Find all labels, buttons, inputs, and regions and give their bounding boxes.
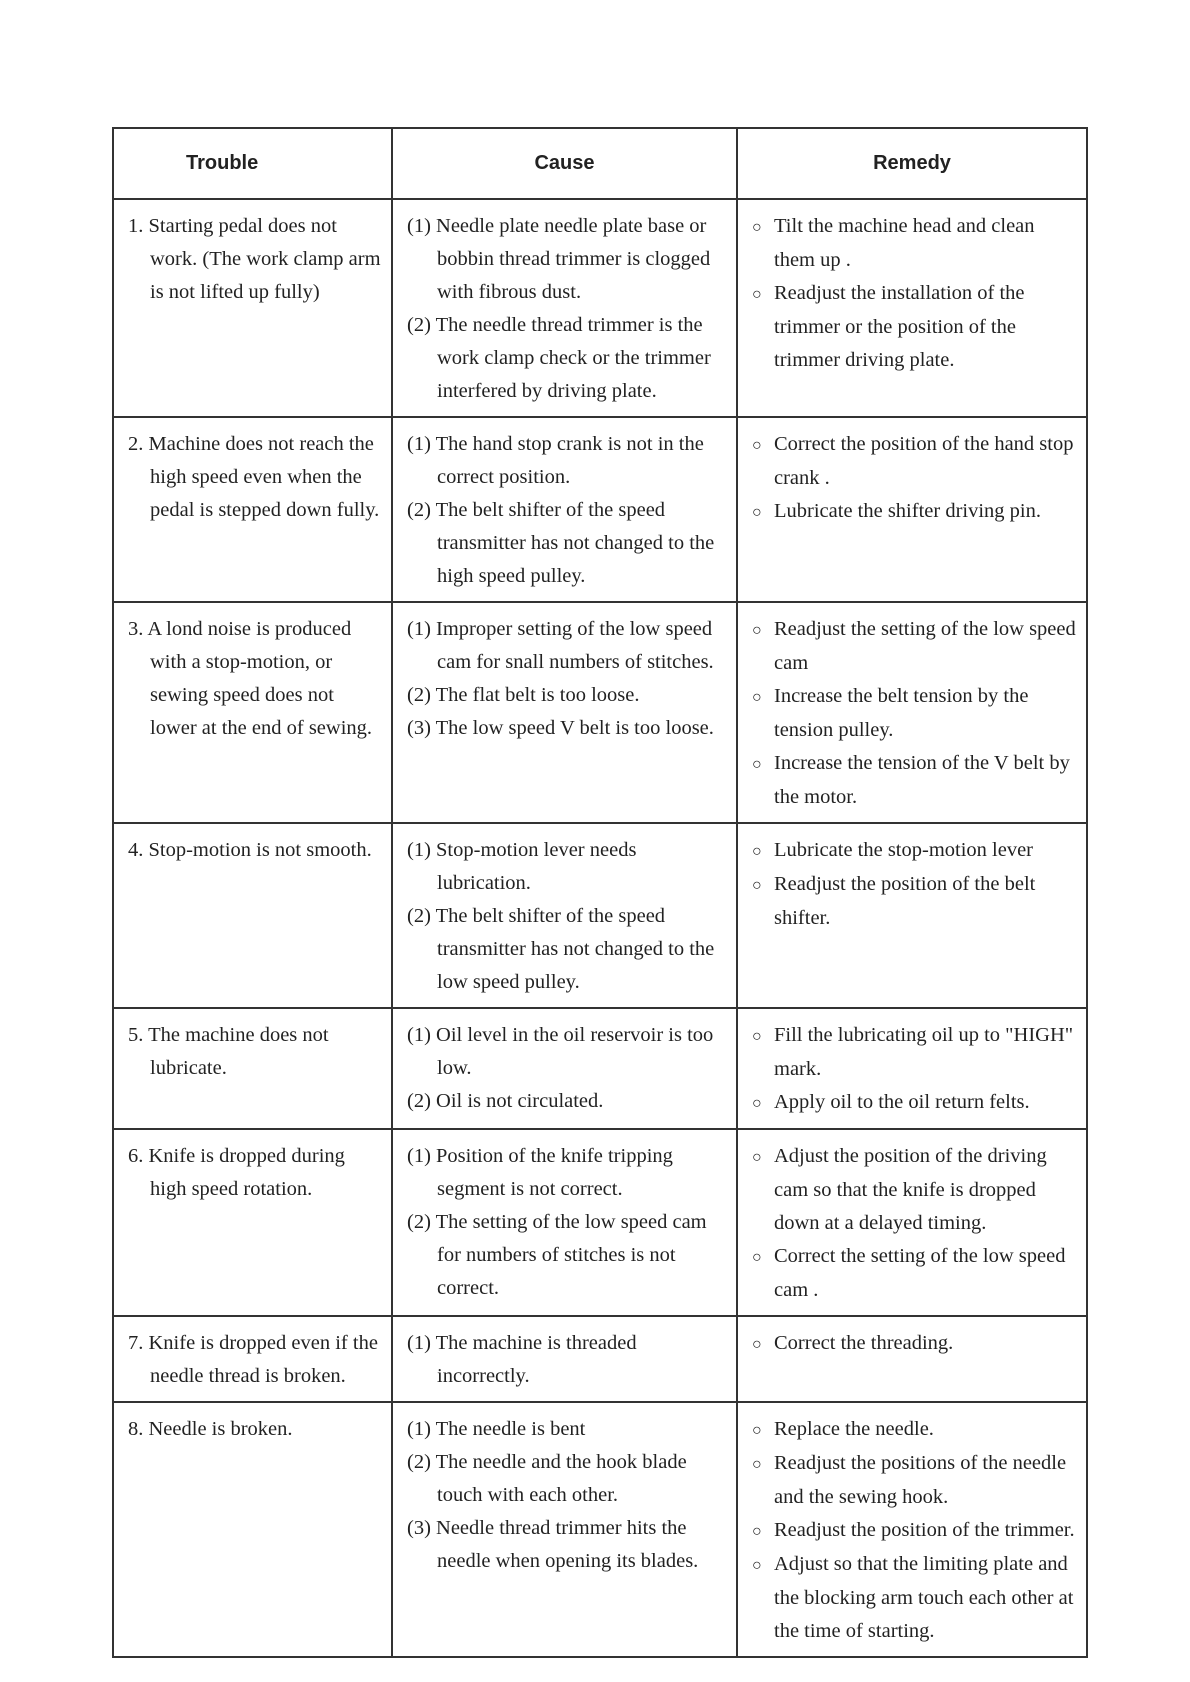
trouble-cell — [113, 1402, 392, 1657]
cause-item: (1) Oil level in the oil reservoir is too low. — [407, 1024, 714, 1079]
table-row — [113, 602, 1087, 823]
remedy-item — [752, 1327, 1076, 1361]
bullet-circle-icon: ○ — [752, 1249, 762, 1266]
table-row — [113, 1316, 1087, 1402]
troubleshooting-table — [112, 127, 1088, 1658]
remedy-cell — [737, 823, 1087, 1008]
remedy-item — [752, 1548, 1076, 1648]
cause-item: (1) The hand stop crank is not in the correct position. — [407, 433, 704, 488]
remedy-text: Readjust the positions of the needle and the sewing hook. — [774, 1452, 1067, 1508]
bullet-circle-icon: ○ — [752, 219, 762, 236]
remedy-item — [752, 1140, 1076, 1240]
cause-item: (3) The low speed V belt is too loose. — [407, 717, 714, 739]
remedy-text: Correct the threading. — [774, 1332, 954, 1354]
remedy-text: Correct the position of the hand stop crank . — [774, 433, 1074, 489]
remedy-cell — [737, 1129, 1087, 1316]
bullet-circle-icon: ○ — [752, 286, 762, 303]
remedy-text: Adjust so that the limiting plate and the blocking arm touch each other at the time of starting. — [774, 1553, 1074, 1642]
cause-item: (1) Improper setting of the low speed cam for snall numbers of stitches. — [407, 618, 714, 673]
trouble-text: 6. Knife is dropped during high speed rotation. — [128, 1145, 345, 1200]
header-trouble: Trouble — [113, 128, 392, 199]
remedy-item — [752, 1514, 1076, 1548]
trouble-cell — [113, 1129, 392, 1316]
cause-cell — [392, 1129, 737, 1316]
cause-item: (2) The belt shifter of the speed transmitter has not changed to the high speed pulley. — [407, 499, 715, 587]
remedy-text: Replace the needle. — [774, 1418, 934, 1440]
cause-item: (2) Oil is not circulated. — [407, 1090, 604, 1112]
remedy-text: Correct the setting of the low speed cam . — [774, 1245, 1066, 1301]
trouble-text: 8. Needle is broken. — [128, 1418, 293, 1440]
remedy-text: Increase the belt tension by the tension pulley. — [774, 685, 1029, 741]
cause-cell — [392, 1316, 737, 1402]
bullet-circle-icon: ○ — [752, 504, 762, 521]
cause-cell — [392, 1402, 737, 1657]
bullet-circle-icon: ○ — [752, 843, 762, 860]
remedy-text: Readjust the installation of the trimmer or the position of the trimmer driving plate. — [774, 282, 1025, 371]
remedy-item — [752, 1086, 1076, 1120]
table-row — [113, 1402, 1087, 1657]
bullet-circle-icon: ○ — [752, 877, 762, 894]
cause-cell — [392, 199, 737, 417]
table-row — [113, 823, 1087, 1008]
cause-cell — [392, 602, 737, 823]
bullet-circle-icon: ○ — [752, 1149, 762, 1166]
trouble-text: 2. Machine does not reach the high speed even when the pedal is stepped down fully. — [128, 433, 380, 521]
cause-item: (2) The needle and the hook blade touch with each other. — [407, 1451, 687, 1506]
remedy-item — [752, 210, 1076, 277]
trouble-text: 4. Stop-motion is not smooth. — [128, 839, 372, 861]
remedy-text: Readjust the position of the belt shifter. — [774, 873, 1036, 929]
remedy-item — [752, 277, 1076, 377]
bullet-circle-icon: ○ — [752, 1523, 762, 1540]
trouble-text: 1. Starting pedal does not work. (The work clamp arm is not lifted up fully) — [128, 215, 381, 303]
cause-cell — [392, 823, 737, 1008]
cause-cell — [392, 417, 737, 602]
bullet-circle-icon: ○ — [752, 689, 762, 706]
remedy-text: Increase the tension of the V belt by the motor. — [774, 752, 1070, 808]
remedy-text: Fill the lubricating oil up to "HIGH" mark. — [774, 1024, 1074, 1080]
bullet-circle-icon: ○ — [752, 622, 762, 639]
cause-cell — [392, 1008, 737, 1129]
remedy-cell — [737, 1402, 1087, 1657]
bullet-circle-icon: ○ — [752, 1456, 762, 1473]
remedy-text: Apply oil to the oil return felts. — [774, 1091, 1030, 1113]
remedy-item — [752, 1240, 1076, 1307]
table-body — [113, 199, 1087, 1657]
bullet-circle-icon: ○ — [752, 1422, 762, 1439]
remedy-item — [752, 834, 1076, 868]
trouble-cell — [113, 199, 392, 417]
bullet-circle-icon: ○ — [752, 437, 762, 454]
remedy-item — [752, 495, 1076, 529]
remedy-cell — [737, 602, 1087, 823]
remedy-text: Tilt the machine head and clean them up . — [774, 215, 1035, 271]
remedy-item — [752, 868, 1076, 935]
cause-item: (1) Needle plate needle plate base or bobbin thread trimmer is clogged with fibrous dust. — [407, 215, 711, 303]
bullet-circle-icon: ○ — [752, 1557, 762, 1574]
header-cause: Cause — [392, 128, 737, 199]
table-row — [113, 417, 1087, 602]
remedy-item — [752, 680, 1076, 747]
cause-item: (1) The machine is threaded incorrectly. — [407, 1332, 637, 1387]
trouble-cell — [113, 823, 392, 1008]
remedy-text: Readjust the position of the trimmer. — [774, 1519, 1075, 1541]
remedy-text: Lubricate the stop-motion lever — [774, 839, 1034, 861]
bullet-circle-icon: ○ — [752, 1336, 762, 1353]
trouble-text: 7. Knife is dropped even if the needle thread is broken. — [128, 1332, 378, 1387]
header-row — [113, 128, 1087, 199]
cause-item: (1) The needle is bent — [407, 1418, 586, 1440]
remedy-text: Readjust the setting of the low speed cam — [774, 618, 1076, 674]
trouble-text: 5. The machine does not lubricate. — [128, 1024, 329, 1079]
cause-item: (2) The belt shifter of the speed transmitter has not changed to the low speed pulley. — [407, 905, 715, 993]
remedy-cell — [737, 1316, 1087, 1402]
remedy-cell — [737, 1008, 1087, 1129]
remedy-item — [752, 1413, 1076, 1447]
remedy-text: Adjust the position of the driving cam so that the knife is dropped down at a delayed timing. — [774, 1145, 1047, 1234]
remedy-item — [752, 747, 1076, 814]
remedy-text: Lubricate the shifter driving pin. — [774, 500, 1041, 522]
remedy-item — [752, 1019, 1076, 1086]
header-remedy: Remedy — [737, 128, 1087, 199]
cause-item: (3) Needle thread trimmer hits the needle when opening its blades. — [407, 1517, 699, 1572]
cause-item: (1) Stop-motion lever needs lubrication. — [407, 839, 637, 894]
trouble-cell — [113, 1008, 392, 1129]
bullet-circle-icon: ○ — [752, 756, 762, 773]
bullet-circle-icon: ○ — [752, 1028, 762, 1045]
remedy-cell — [737, 417, 1087, 602]
table-row — [113, 1008, 1087, 1129]
trouble-cell — [113, 1316, 392, 1402]
cause-item: (2) The flat belt is too loose. — [407, 684, 640, 706]
cause-item: (1) Position of the knife tripping segment is not correct. — [407, 1145, 673, 1200]
table-row — [113, 1129, 1087, 1316]
remedy-cell — [737, 199, 1087, 417]
remedy-item — [752, 1447, 1076, 1514]
table-row — [113, 199, 1087, 417]
trouble-text: 3. A lond noise is produced with a stop-motion, or sewing speed does not lower at the end of sewing. — [128, 618, 373, 739]
cause-item: (2) The needle thread trimmer is the work clamp check or the trimmer interfered by driving plate. — [407, 314, 711, 402]
trouble-cell — [113, 602, 392, 823]
remedy-item — [752, 613, 1076, 680]
remedy-item — [752, 428, 1076, 495]
trouble-cell — [113, 417, 392, 602]
bullet-circle-icon: ○ — [752, 1095, 762, 1112]
cause-item: (2) The setting of the low speed cam for numbers of stitches is not correct. — [407, 1211, 707, 1299]
